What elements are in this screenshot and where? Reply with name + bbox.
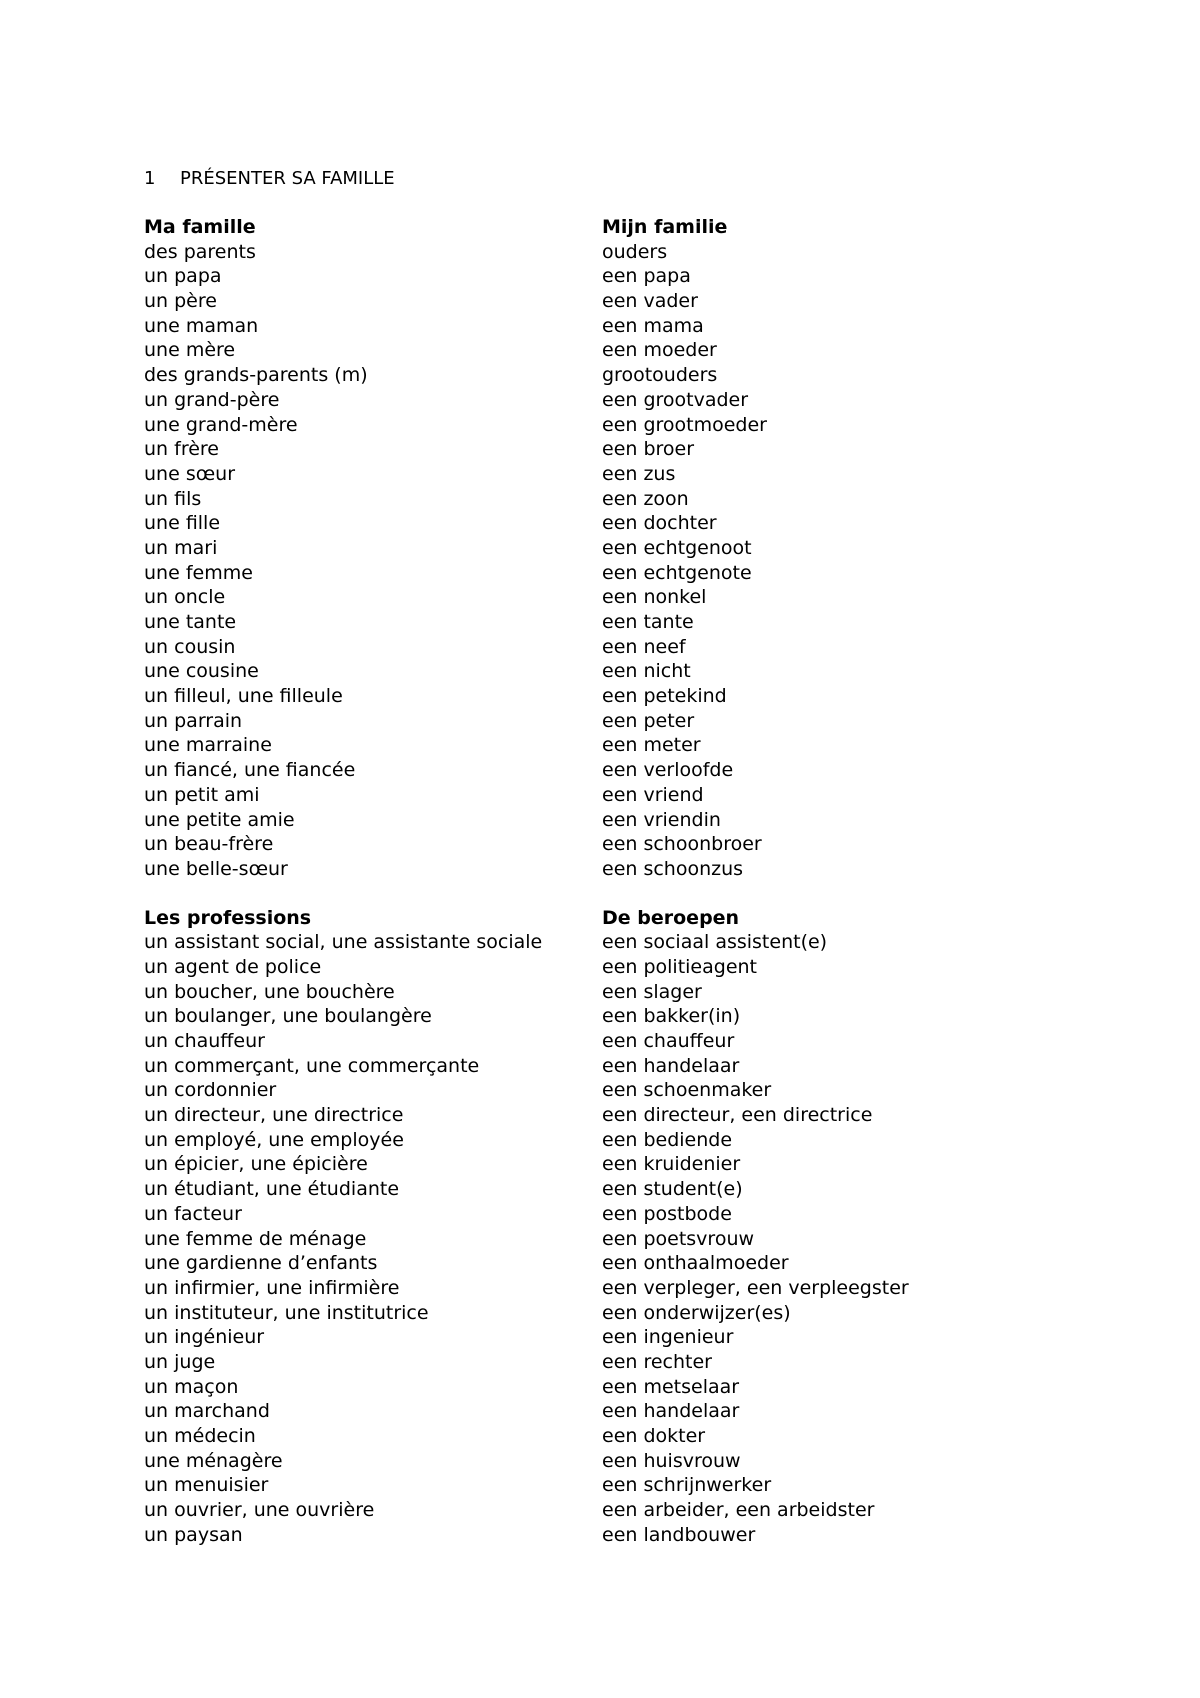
term-dutch: een schoonzus (602, 857, 744, 880)
term-french: un cousin (144, 635, 236, 658)
term-dutch: een schoonbroer (602, 833, 762, 856)
term-dutch: een rechter (602, 1350, 712, 1373)
vocabulary-row (144, 1350, 1144, 1375)
term-dutch: een onthaalmoeder (602, 1252, 789, 1275)
chapter-heading (144, 167, 1144, 191)
vocabulary-row (144, 980, 1144, 1005)
term-french: un étudiant, une étudiante (144, 1178, 400, 1201)
vocabulary-row (144, 585, 1144, 610)
term-french: un ouvrier, une ouvrière (144, 1499, 375, 1522)
term-dutch: een petekind (602, 685, 727, 708)
vocabulary-row (144, 635, 1144, 660)
section-heading-fr: Ma famille (144, 216, 256, 238)
vocabulary-row (144, 1473, 1144, 1498)
term-dutch: een mama (602, 314, 704, 337)
vocabulary-row (144, 289, 1144, 314)
term-french: un oncle (144, 586, 226, 609)
term-french: un maçon (144, 1375, 239, 1398)
vocabulary-row (144, 1301, 1144, 1326)
term-french: une femme de ménage (144, 1227, 367, 1250)
term-french: un instituteur, une institutrice (144, 1301, 429, 1324)
term-french: un cordonnier (144, 1079, 277, 1102)
term-french: une ménagère (144, 1449, 283, 1472)
term-dutch: een dochter (602, 512, 717, 535)
vocabulary-row (144, 511, 1144, 536)
vocabulary-row (144, 536, 1144, 561)
vocabulary-row (144, 1325, 1144, 1350)
term-french: une petite amie (144, 808, 295, 831)
term-dutch: een landbouwer (602, 1523, 756, 1546)
term-french: un ingénieur (144, 1326, 265, 1349)
term-french: un petit ami (144, 783, 260, 806)
term-dutch: een chauffeur (602, 1030, 735, 1052)
term-french: un mari (144, 536, 218, 559)
vocabulary-row (144, 1227, 1144, 1252)
vocabulary-row (144, 1375, 1144, 1400)
term-dutch: een tante (602, 611, 694, 633)
term-french: un commerçant, une commerçante (144, 1054, 480, 1077)
vocabulary-row (144, 1251, 1144, 1276)
vocabulary-row (144, 709, 1144, 734)
term-french: un paysan (144, 1523, 243, 1546)
vocabulary-row (144, 1449, 1144, 1474)
vocabulary-section (144, 215, 1144, 882)
term-french: un papa (144, 265, 222, 288)
term-dutch: een schoenmaker (602, 1079, 772, 1102)
term-dutch: een onderwijzer(es) (602, 1301, 791, 1324)
chapter-title: PRÉSENTER SA FAMILLE (180, 168, 395, 189)
vocabulary-row (144, 610, 1144, 635)
vocabulary-section (144, 906, 1144, 1548)
term-french: un fiancé, une fiancée (144, 759, 356, 782)
term-dutch: een vriendin (602, 808, 721, 831)
vocabulary-row (144, 758, 1144, 783)
term-dutch: een vader (602, 290, 698, 313)
vocabulary-row (144, 832, 1144, 857)
term-french: une femme (144, 561, 253, 584)
vocabulary-row (144, 314, 1144, 339)
vocabulary-row (144, 808, 1144, 833)
vocabulary-row (144, 1029, 1144, 1054)
term-french: un infirmier, une infirmière (144, 1276, 400, 1299)
term-french: un juge (144, 1350, 216, 1373)
chapter-number: 1 (144, 168, 156, 189)
vocabulary-row (144, 561, 1144, 586)
term-french: une marraine (144, 734, 272, 757)
term-french: un médecin (144, 1425, 256, 1447)
term-dutch: een poetsvrouw (602, 1227, 755, 1250)
term-french: une sœur (144, 462, 236, 485)
term-dutch: een handelaar (602, 1400, 740, 1423)
term-dutch: een sociaal assistent(e) (602, 931, 828, 954)
term-dutch: een nicht (602, 660, 691, 683)
vocabulary-row (144, 240, 1144, 265)
term-french: un facteur (144, 1202, 242, 1225)
term-french: un beau-frère (144, 833, 274, 856)
term-dutch: een bediende (602, 1128, 733, 1151)
vocabulary-row (144, 487, 1144, 512)
vocabulary-row (144, 388, 1144, 413)
vocabulary-row (144, 1523, 1144, 1548)
term-dutch: een papa (602, 265, 691, 288)
term-french: un marchand (144, 1400, 270, 1423)
vocabulary-row (144, 1054, 1144, 1079)
section-heading-fr: Les professions (144, 906, 312, 929)
vocabulary-row (144, 264, 1144, 289)
term-french: un employé, une employée (144, 1128, 404, 1151)
term-dutch: een moeder (602, 339, 717, 362)
term-dutch: een schrijnwerker (602, 1474, 772, 1497)
term-dutch: een slager (602, 980, 702, 1003)
vocabulary-row (144, 1078, 1144, 1103)
term-dutch: een zus (602, 462, 676, 485)
term-dutch: een politieagent (602, 955, 758, 978)
term-dutch: een handelaar (602, 1054, 740, 1077)
term-french: un frère (144, 438, 219, 461)
vocabulary-row (144, 1103, 1144, 1128)
term-dutch: een grootmoeder (602, 413, 767, 436)
term-dutch: een neef (602, 635, 686, 658)
term-dutch: grootouders (602, 364, 718, 387)
term-dutch: een ingenieur (602, 1326, 734, 1349)
vocabulary-row (144, 955, 1144, 980)
section-heading-nl: De beroepen (602, 906, 740, 929)
term-dutch: een vriend (602, 783, 704, 806)
term-french: un filleul, une filleule (144, 685, 343, 708)
term-dutch: een echtgenote (602, 561, 752, 584)
vocabulary-row (144, 659, 1144, 684)
vocabulary-row (144, 1424, 1144, 1449)
vocabulary-row (144, 437, 1144, 462)
term-french: un boucher, une bouchère (144, 980, 395, 1003)
term-dutch: een dokter (602, 1425, 706, 1447)
term-french: un grand-père (144, 388, 280, 411)
section-heading-row (144, 906, 1144, 931)
term-french: un boulanger, une boulangère (144, 1005, 432, 1028)
vocabulary-row (144, 1128, 1144, 1153)
term-dutch: een zoon (602, 487, 689, 510)
vocabulary-row (144, 1202, 1144, 1227)
vocabulary-row (144, 857, 1144, 882)
vocabulary-row (144, 930, 1144, 955)
term-french: une cousine (144, 660, 259, 683)
vocabulary-row (144, 1152, 1144, 1177)
vocabulary-row (144, 1276, 1144, 1301)
term-dutch: een verpleger, een verpleegster (602, 1276, 909, 1299)
vocabulary-row (144, 783, 1144, 808)
term-dutch: een peter (602, 709, 695, 732)
term-french: une gardienne d’enfants (144, 1252, 378, 1275)
term-dutch: een kruidenier (602, 1153, 741, 1176)
term-dutch: een huisvrouw (602, 1449, 741, 1472)
term-dutch: een grootvader (602, 388, 749, 411)
term-french: une tante (144, 611, 237, 633)
term-french: une maman (144, 314, 259, 337)
term-dutch: een broer (602, 438, 695, 461)
vocabulary-sections (144, 215, 1144, 1547)
vocabulary-row (144, 1399, 1144, 1424)
term-french: des parents (144, 240, 256, 263)
vocabulary-row (144, 1498, 1144, 1523)
term-dutch: een bakker(in) (602, 1005, 741, 1028)
term-french: un épicier, une épicière (144, 1153, 368, 1176)
term-dutch: een echtgenoot (602, 536, 752, 559)
vocabulary-row (144, 1004, 1144, 1029)
term-dutch: een directeur, een directrice (602, 1104, 873, 1127)
section-heading-nl: Mijn familie (602, 216, 728, 238)
term-french: un agent de police (144, 955, 322, 978)
document-page (144, 167, 1144, 1571)
term-dutch: een student(e) (602, 1178, 743, 1201)
term-french: une grand-mère (144, 413, 298, 436)
term-dutch: een verloofde (602, 759, 734, 782)
term-dutch: een meter (602, 734, 701, 757)
term-french: un chauffeur (144, 1030, 265, 1052)
term-dutch: een postbode (602, 1202, 732, 1225)
term-french: une mère (144, 339, 236, 362)
term-french: un menuisier (144, 1474, 269, 1497)
term-french: une belle-sœur (144, 857, 288, 880)
term-french: un directeur, une directrice (144, 1104, 404, 1127)
term-dutch: een nonkel (602, 586, 707, 609)
term-dutch: ouders (602, 240, 668, 263)
vocabulary-row (144, 338, 1144, 363)
term-french: un père (144, 290, 217, 313)
term-french: un assistant social, une assistante sociale (144, 931, 543, 954)
term-french: un parrain (144, 709, 243, 732)
term-dutch: een metselaar (602, 1375, 740, 1398)
term-french: un fils (144, 487, 202, 510)
vocabulary-row (144, 413, 1144, 438)
vocabulary-row (144, 462, 1144, 487)
vocabulary-row (144, 1177, 1144, 1202)
term-dutch: een arbeider, een arbeidster (602, 1499, 875, 1522)
vocabulary-row (144, 684, 1144, 709)
vocabulary-row (144, 733, 1144, 758)
term-french: des grands-parents (m) (144, 364, 368, 387)
section-heading-row (144, 215, 1144, 240)
term-french: une fille (144, 512, 221, 535)
vocabulary-row (144, 363, 1144, 388)
